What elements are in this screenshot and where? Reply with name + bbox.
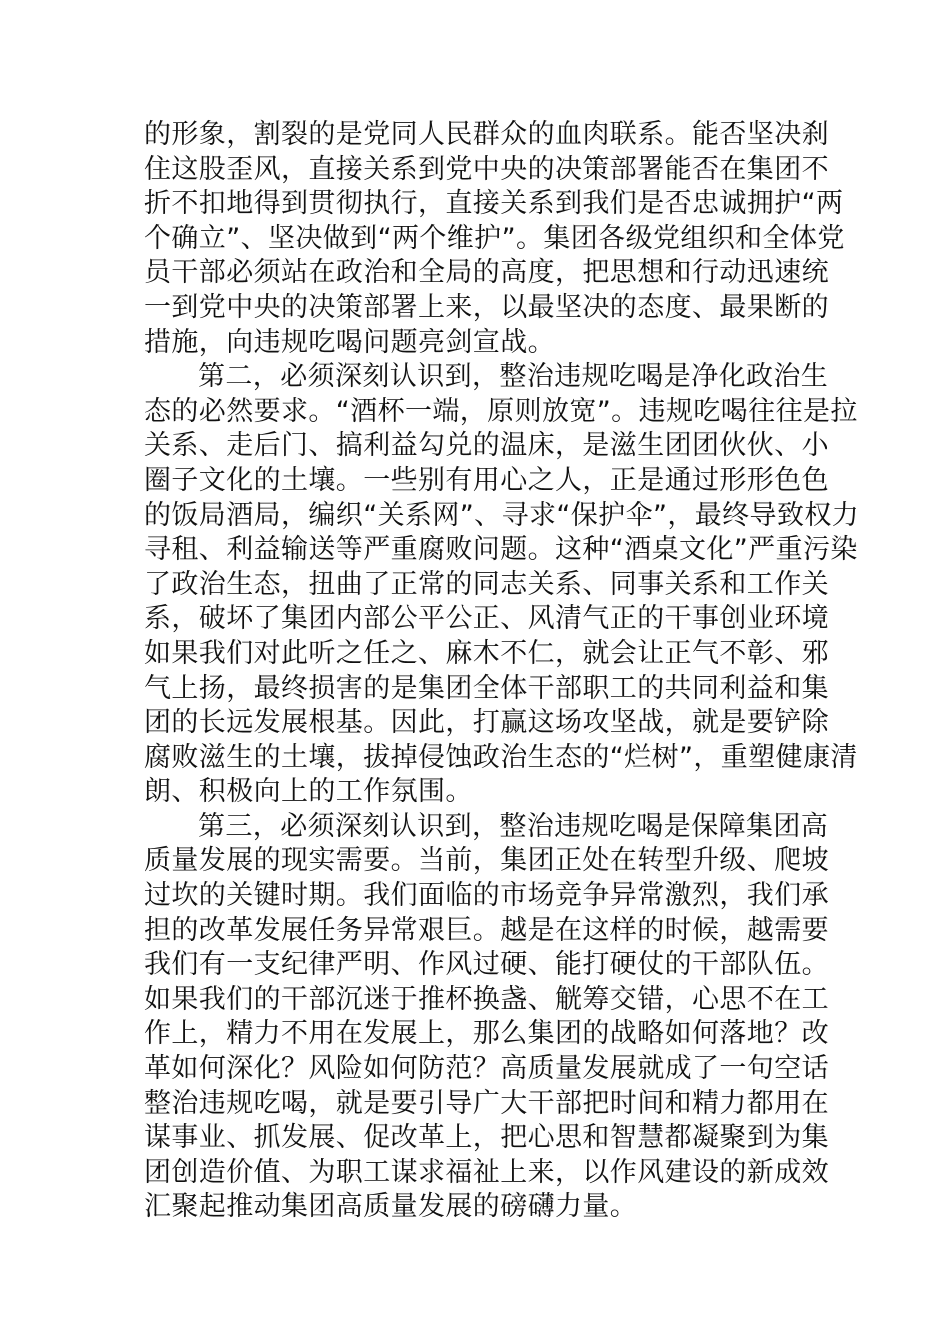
text-line: 质量发展的现实需要。当前，集团正处在转型升级、爬坡 [144,845,829,877]
text-line: 整治违规吃喝，就是要引导广大干部把时间和精力都用在 [144,1087,829,1119]
text-line: 寻租、利益输送等严重腐败问题。这种“酒桌文化”严重污染 [144,534,858,566]
text-line: 作上，精力不用在发展上，那么集团的战略如何落地？改 [144,1018,829,1050]
text-line: 团的长远发展根基。因此，打赢这场攻坚战，就是要铲除 [144,707,829,739]
text-line: 担的改革发展任务异常艰巨。越是在这样的时候，越需要 [144,914,829,946]
text-line: 如果我们对此听之任之、麻木不仁，就会让正气不彰、邪 [144,637,829,669]
text-line: 团创造价值、为职工谋求福祉上来，以作风建设的新成效 [144,1156,829,1188]
text-line: 态的必然要求。“酒杯一端，原则放宽”。违规吃喝往往是拉 [144,395,858,427]
text-line: 的饭局酒局，编织“关系网”、寻求“保护伞”，最终导致权力 [144,499,860,531]
text-line: 系，破坏了集团内部公平公正、风清气正的干事创业环境 [144,603,829,635]
text-line: 折不扣地得到贯彻执行，直接关系到我们是否忠诚拥护“两 [144,188,844,220]
text-line: 腐败滋生的土壤，拔掉侵蚀政治生态的“烂树”，重塑健康清 [144,741,858,773]
text-line: 我们有一支纪律严明、作风过硬、能打硬仗的干部队伍。 [144,949,829,981]
paragraph-start-line: 第三，必须深刻认识到，整治违规吃喝是保障集团高 [198,810,829,842]
text-line: 朗、积极向上的工作氛围。 [144,776,473,808]
text-line: 过坎的关键时期。我们面临的市场竞争异常激烈，我们承 [144,880,829,912]
text-line: 气上扬，最终损害的是集团全体干部职工的共同利益和集 [144,672,829,704]
text-line: 一到党中央的决策部署上来，以最坚决的态度、最果断的 [144,291,829,323]
text-line: 圈子文化的土壤。一些别有用心之人，正是通过形形色色 [144,464,829,496]
text-line: 住这股歪风，直接关系到党中央的决策部署能否在集团不 [144,153,829,185]
text-line: 了政治生态，扭曲了正常的同志关系、同事关系和工作关 [144,568,829,600]
text-line: 措施，向违规吃喝问题亮剑宣战。 [144,326,555,358]
text-line: 关系、走后门、搞利益勾兑的温床，是滋生团团伙伙、小 [144,430,829,462]
text-line: 的形象，割裂的是党同人民群众的血肉联系。能否坚决刹 [144,119,829,150]
text-line: 如果我们的干部沉迷于推杯换盏、觥筹交错，心思不在工 [144,983,829,1015]
text-line: 个确立”、坚决做到“两个维护”。集团各级党组织和全体党 [144,222,845,254]
text-line: 汇聚起推动集团高质量发展的磅礴力量。 [144,1191,638,1223]
text-line: 员干部必须站在政治和全局的高度，把思想和行动迅速统 [144,257,829,289]
text-line: 谋事业、抓发展、促改革上，把心思和智慧都凝聚到为集 [144,1122,829,1154]
paragraph-start-line: 第二，必须深刻认识到，整治违规吃喝是净化政治生 [198,361,829,393]
body-text [144,118,860,1225]
text-line: 革如何深化？风险如何防范？高质量发展就成了一句空话 [144,1053,829,1085]
